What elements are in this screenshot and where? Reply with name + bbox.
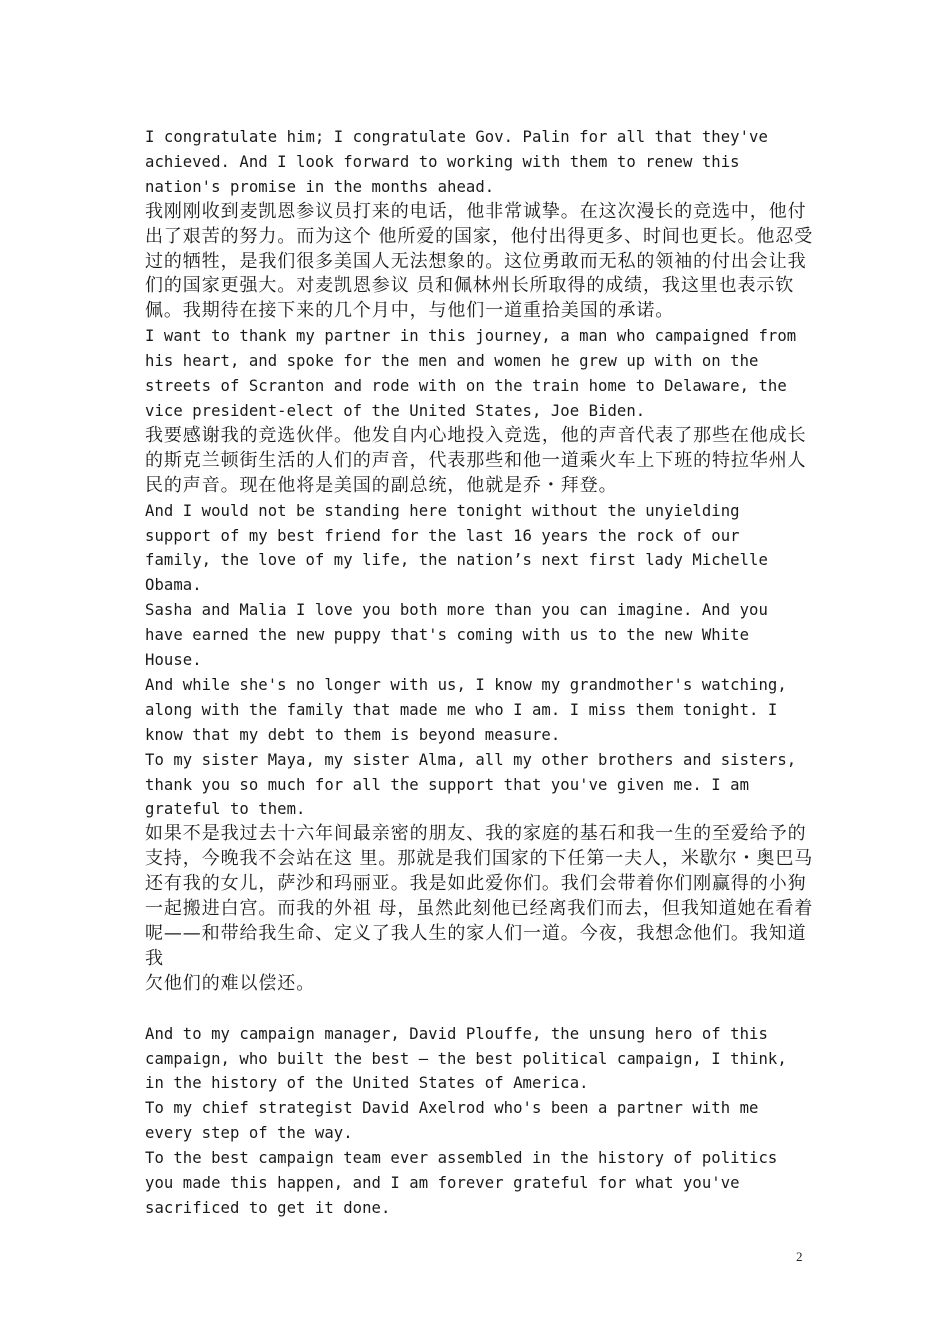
paragraph-en: I want to thank my partner in this journey, a man who campaigned from his heart, and spoke for the men and women he grew up with on the streets of Scranton and rode with on the train home to Delaware, the vice president-elect of the United States, Joe Biden.: [145, 327, 797, 420]
paragraph-en: And to my campaign manager, David Plouffe, the unsung hero of this campaign, who built the best — the best political campaign, I think, in the history of the United States of America.: [145, 1024, 787, 1093]
paragraph-zh: 我刚刚收到麦凯恩参议员打来的电话，他非常诚挚。在这次漫长的竞选中，他付 出了艰苦的努力。而为这个 他所爱的国家，他付出得更多、时间也更长。他忍受 过的牺牲，是我们很多美国人无法想象的。这位勇敢而无私的领袖的付出会让我 们的国家更强大。对麦凯恩参议 员和佩林州长所取得的成绩，我这里也表示钦 佩。我期待在接下来的几个月中，与他们一道重拾美国的承诺。: [145, 200, 814, 322]
paragraph-en: To my sister Maya, my sister Alma, all my other brothers and sisters, thank you so much for all the support that you've given me. I am grateful to them.: [145, 750, 797, 819]
paragraph-en: I congratulate him; I congratulate Gov. Palin for all that they've achieved. And I look forward to working with them to renew this nation's promise in the months ahead.: [145, 128, 768, 196]
paragraph-en: And while she's no longer with us, I know my grandmother's watching, along with the family that made me who I am. I miss them tonight. I know that my debt to them is beyond measure.: [145, 675, 787, 744]
paragraph-en: And I would not be standing here tonight without the unyielding support of my best friend for the last 16 years the rock of our family, the love of my life, the nation’s next first lady Michelle Obama.: [145, 501, 768, 595]
page-number: 2: [796, 1249, 803, 1264]
paragraph-en: To the best campaign team ever assembled in the history of politics you made this happen, and I am forever grateful for what you've sacrificed to get it done.: [145, 1149, 778, 1217]
paragraph-zh: 如果不是我过去十六年间最亲密的朋友、我的家庭的基石和我一生的至爱给予的 支持，今晚我不会站在这 里。那就是我们国家的下任第一夫人，米歇尔・奥巴马 还有我的女儿，萨沙和玛丽亚。我是如此爱你们。我们会带着你们刚赢得的小狗 一起搬进白宫。而我的外祖 母，虽然此刻他已经离我们而去，但我知道她在看着 呢——和带给我生命、定义了我人生的家人们一道。今夜，我想念他们。我知道我 欠他们的难以偿还。: [145, 823, 814, 994]
paragraph-en: To my chief strategist David Axelrod who's been a partner with me every step of the way.: [145, 1099, 759, 1143]
blank-line: [145, 997, 825, 1022]
paragraph-en: Sasha and Malia I love you both more than you can imagine. And you have earned the new puppy that's coming with us to the new White House.: [145, 601, 768, 670]
document-body: [145, 125, 825, 1221]
paragraph-zh: 我要感谢我的竞选伙伴。他发自内心地投入竞选，他的声音代表了那些在他成长 的斯克兰顿街生活的人们的声音，代表那些和他一道乘火车上下班的特拉华州人 民的声音。现在他将是美国的副总统，他就是乔・拜登。: [145, 424, 807, 496]
